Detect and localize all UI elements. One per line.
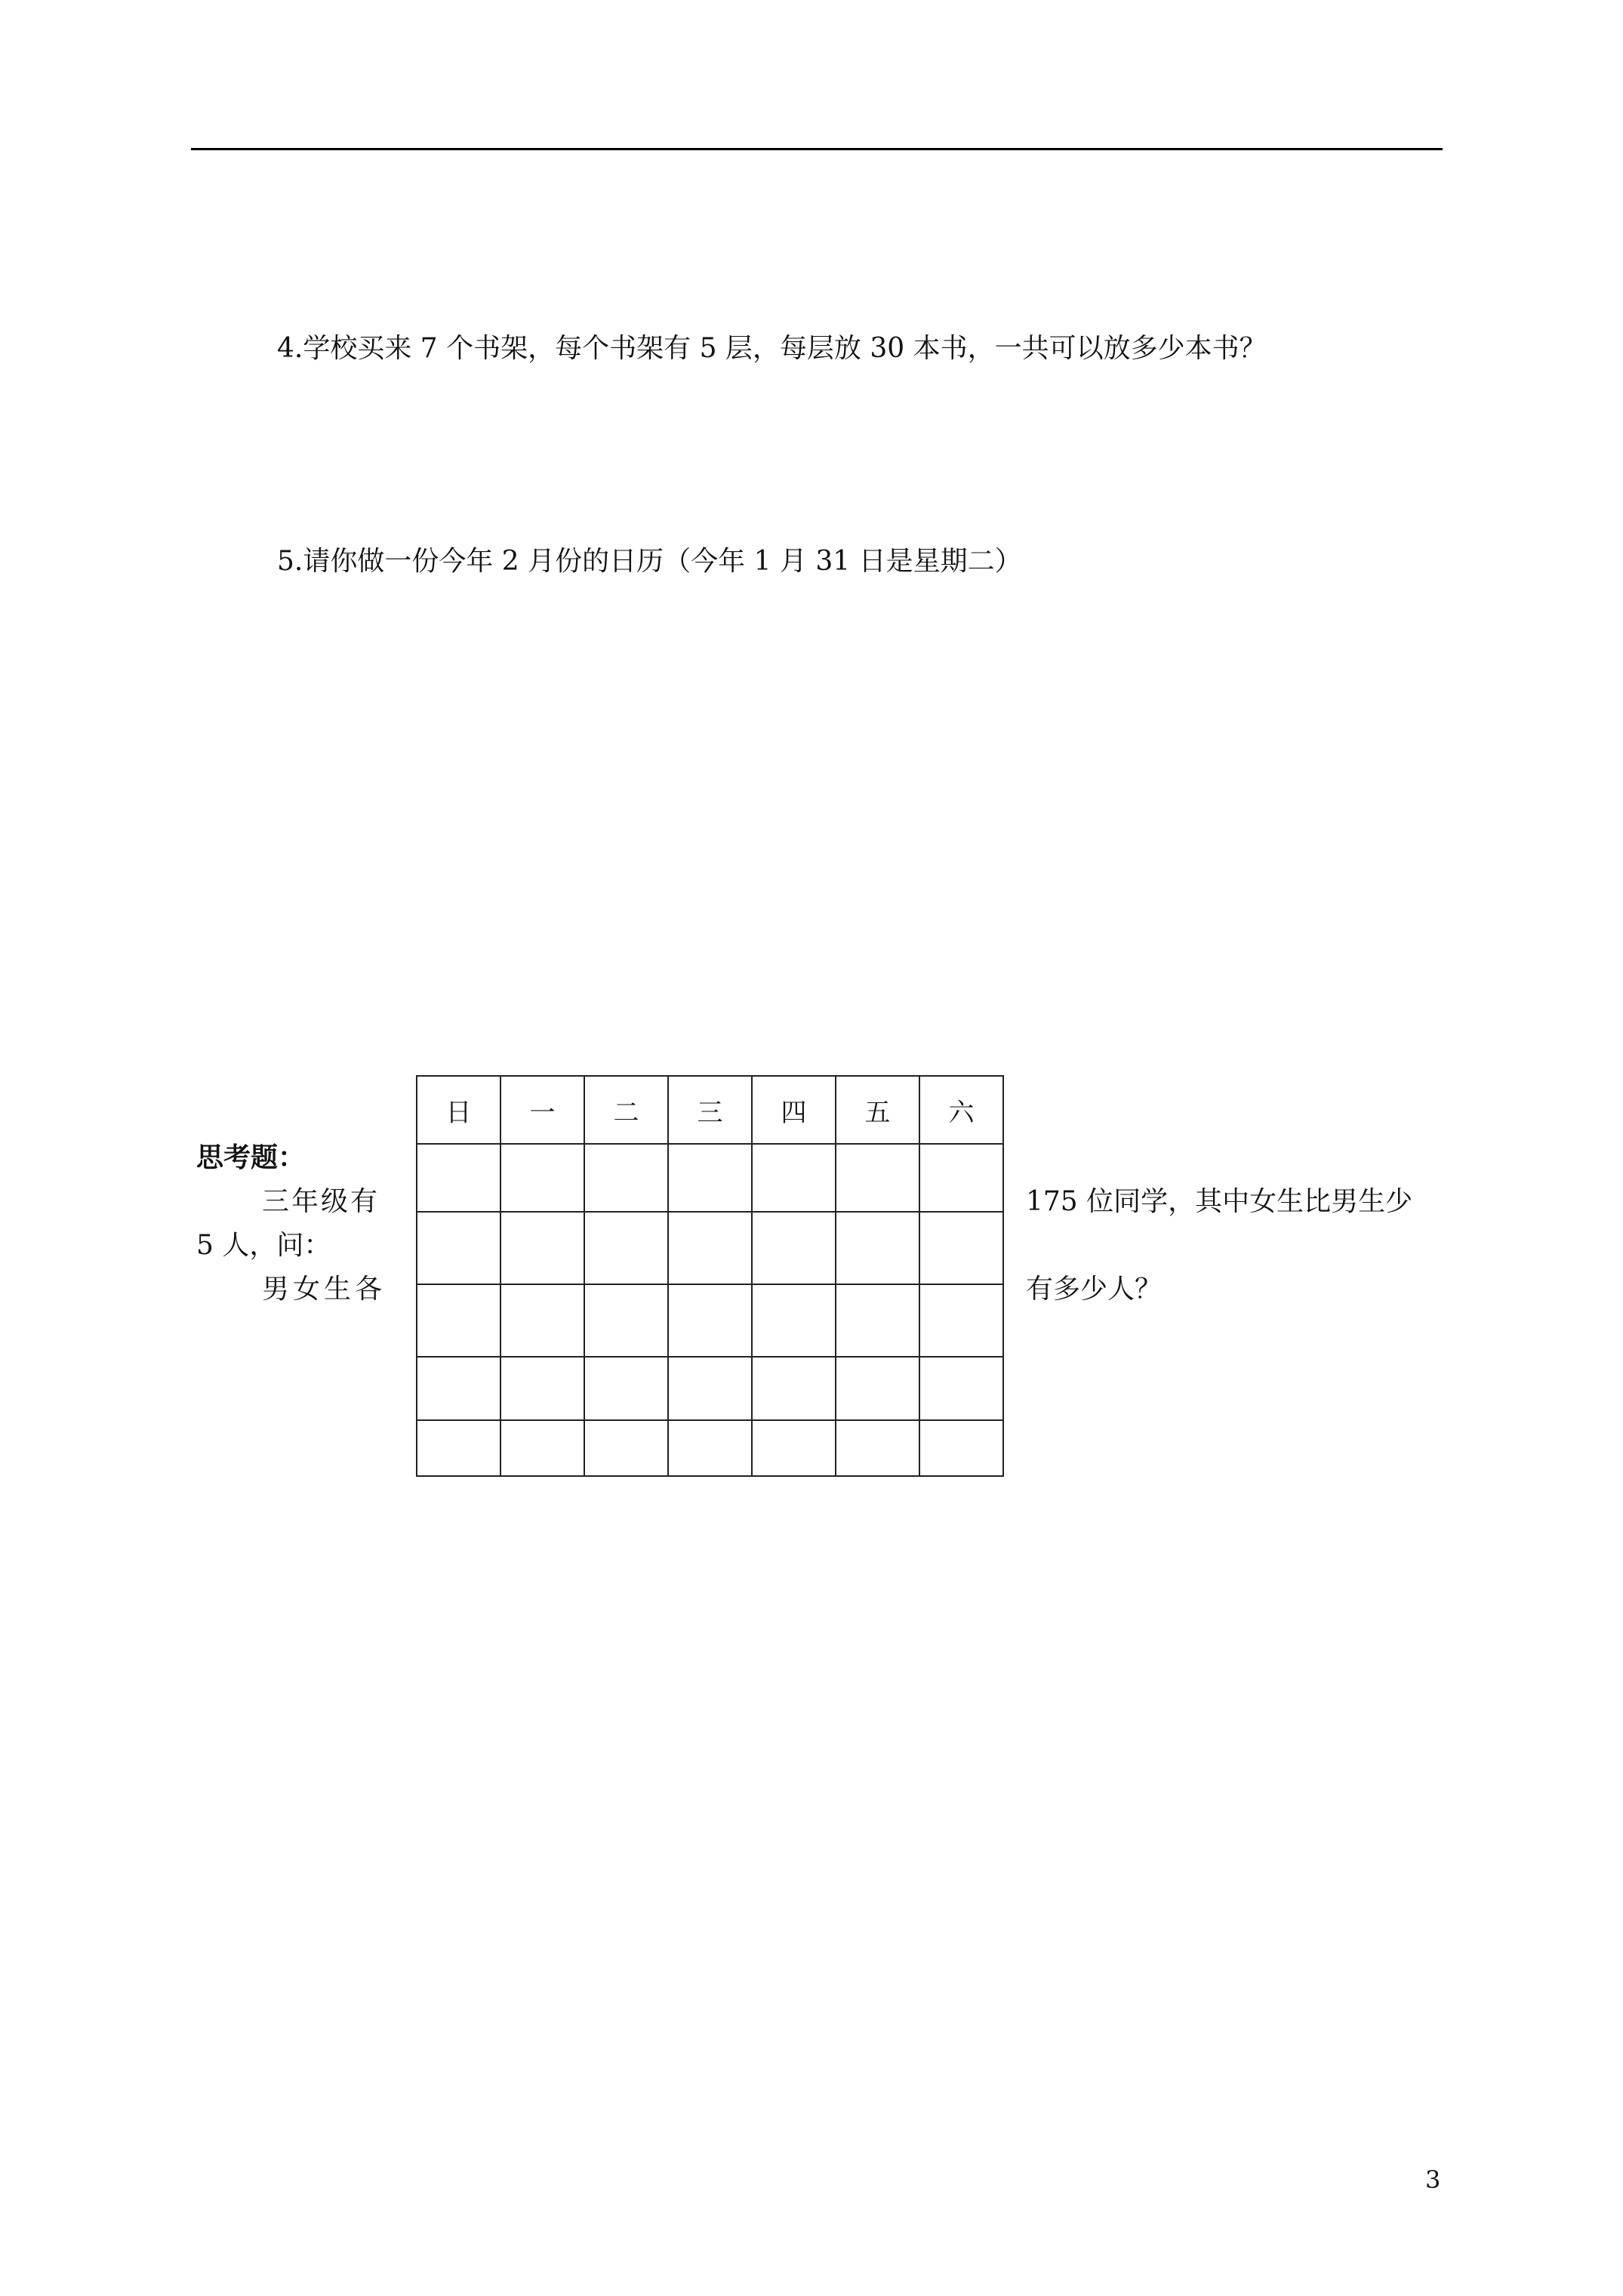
calendar-table xyxy=(416,1075,1004,1477)
calendar-cell[interactable] xyxy=(919,1212,1003,1284)
calendar-week-row xyxy=(417,1144,1003,1212)
calendar-cell[interactable] xyxy=(668,1284,752,1357)
weekday-sun: 日 xyxy=(417,1076,500,1144)
calendar-cell[interactable] xyxy=(417,1420,500,1476)
calendar-cell[interactable] xyxy=(668,1420,752,1476)
calendar-cell[interactable] xyxy=(500,1284,584,1357)
calendar-week-row xyxy=(417,1420,1003,1476)
calendar-cell[interactable] xyxy=(752,1144,836,1212)
calendar-cell[interactable] xyxy=(417,1284,500,1357)
think-title: 思考题： xyxy=(196,1142,306,1173)
header-rule xyxy=(191,148,1443,150)
calendar-cell[interactable] xyxy=(500,1357,584,1420)
calendar-cell[interactable] xyxy=(584,1284,668,1357)
calendar-cell[interactable] xyxy=(584,1420,668,1476)
weekday-thu: 四 xyxy=(752,1076,836,1144)
calendar-cell[interactable] xyxy=(668,1212,752,1284)
weekday-mon: 一 xyxy=(500,1076,584,1144)
weekday-fri: 五 xyxy=(836,1076,919,1144)
think-line2: 5 人，问： xyxy=(196,1230,331,1261)
calendar-cell[interactable] xyxy=(836,1284,919,1357)
calendar-cell[interactable] xyxy=(417,1212,500,1284)
weekday-tue: 二 xyxy=(584,1076,668,1144)
page-number: 3 xyxy=(1425,2165,1441,2194)
calendar-cell[interactable] xyxy=(919,1357,1003,1420)
question-5: 5.请你做一份今年 2 月份的日历（今年 1 月 31 日是星期二） xyxy=(277,546,1022,577)
question-4: 4.学校买来 7 个书架，每个书架有 5 层，每层放 30 本书，一共可以放多少本书？ xyxy=(277,333,1267,364)
calendar-cell[interactable] xyxy=(417,1144,500,1212)
calendar-cell[interactable] xyxy=(584,1212,668,1284)
think-line1-right: 175 位同学，其中女生比男生少 xyxy=(1026,1186,1413,1217)
calendar-cell[interactable] xyxy=(668,1357,752,1420)
calendar-cell[interactable] xyxy=(752,1420,836,1476)
calendar-week-row xyxy=(417,1212,1003,1284)
calendar-cell[interactable] xyxy=(500,1420,584,1476)
think-line3-left: 男女生各 xyxy=(262,1274,387,1305)
weekday-wed: 三 xyxy=(668,1076,752,1144)
calendar-cell[interactable] xyxy=(752,1284,836,1357)
think-line1-left: 三年级有 xyxy=(262,1186,380,1217)
calendar-cell[interactable] xyxy=(752,1357,836,1420)
calendar-week-row xyxy=(417,1284,1003,1357)
calendar-cell[interactable] xyxy=(500,1144,584,1212)
calendar-cell[interactable] xyxy=(836,1212,919,1284)
calendar-cell[interactable] xyxy=(668,1144,752,1212)
calendar-cell[interactable] xyxy=(417,1357,500,1420)
calendar-cell[interactable] xyxy=(919,1420,1003,1476)
calendar-cell[interactable] xyxy=(836,1357,919,1420)
calendar-cell[interactable] xyxy=(584,1357,668,1420)
calendar-cell[interactable] xyxy=(836,1420,919,1476)
calendar-header-row xyxy=(417,1076,1003,1144)
calendar-cell[interactable] xyxy=(752,1212,836,1284)
calendar-cell[interactable] xyxy=(500,1212,584,1284)
calendar-cell[interactable] xyxy=(836,1144,919,1212)
calendar-cell[interactable] xyxy=(919,1144,1003,1212)
weekday-sat: 六 xyxy=(919,1076,1003,1144)
calendar-week-row xyxy=(417,1357,1003,1420)
calendar-cell[interactable] xyxy=(584,1144,668,1212)
think-line3-right: 有多少人？ xyxy=(1026,1274,1163,1305)
calendar-cell[interactable] xyxy=(919,1284,1003,1357)
